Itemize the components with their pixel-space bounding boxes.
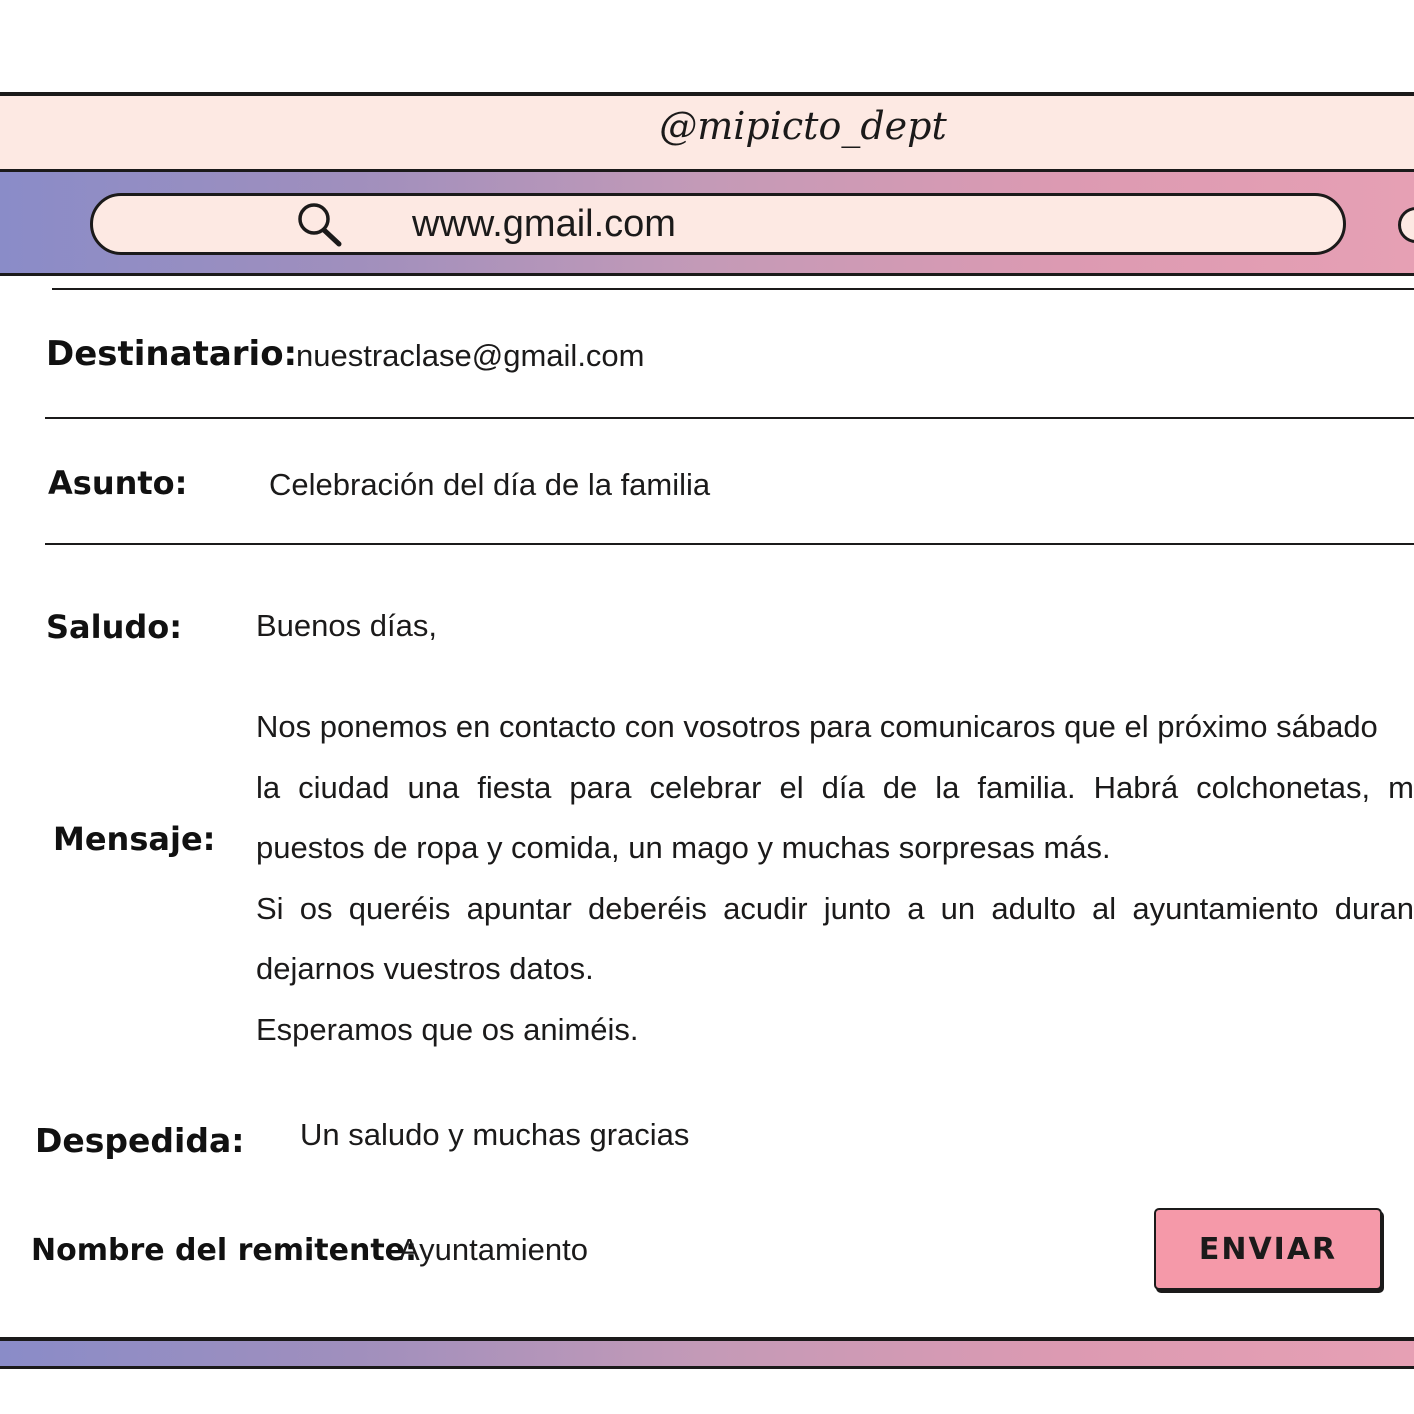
subject-label: Asunto:	[48, 464, 188, 502]
sender-field[interactable]: Ayuntamiento	[399, 1232, 588, 1267]
divider	[45, 417, 1414, 419]
subject-field[interactable]: Celebración del día de la familia	[269, 467, 711, 502]
message-line: Esperamos que os animéis.	[256, 1011, 639, 1047]
send-button[interactable]: ENVIAR	[1154, 1208, 1382, 1290]
message-line: dejarnos vuestros datos.	[256, 951, 594, 986]
message-line: la ciudad una fiesta para celebrar el día de la familia. Habrá colchonetas, m	[256, 769, 1414, 805]
search-icon[interactable]	[294, 200, 346, 250]
sender-label: Nombre del remitente:	[31, 1233, 418, 1268]
bottom-bar	[0, 1337, 1414, 1369]
closing-field[interactable]: Un saludo y muchas gracias	[300, 1117, 690, 1152]
divider	[52, 288, 1414, 290]
greeting-field[interactable]: Buenos días,	[256, 608, 437, 643]
to-label: Destinatario:	[46, 334, 298, 374]
closing-label: Despedida:	[35, 1121, 245, 1160]
message-line: Si os queréis apuntar deberéis acudir junto a un adulto al ayuntamiento duran	[256, 890, 1414, 926]
message-line: Nos ponemos en contacto con vosotros para comunicaros que el próximo sábado	[256, 709, 1378, 744]
url-text[interactable]: www.gmail.com	[412, 203, 676, 245]
greeting-label: Saludo:	[46, 608, 183, 646]
address-field[interactable]	[90, 193, 1346, 255]
account-handle: @mipicto_dept	[659, 104, 947, 148]
message-body[interactable]	[256, 697, 1414, 1067]
to-field[interactable]: nuestraclase@gmail.com	[296, 338, 645, 373]
message-label: Mensaje:	[53, 820, 216, 858]
divider	[45, 543, 1414, 545]
message-line: puestos de ropa y comida, un mago y muchas sorpresas más.	[256, 830, 1111, 865]
